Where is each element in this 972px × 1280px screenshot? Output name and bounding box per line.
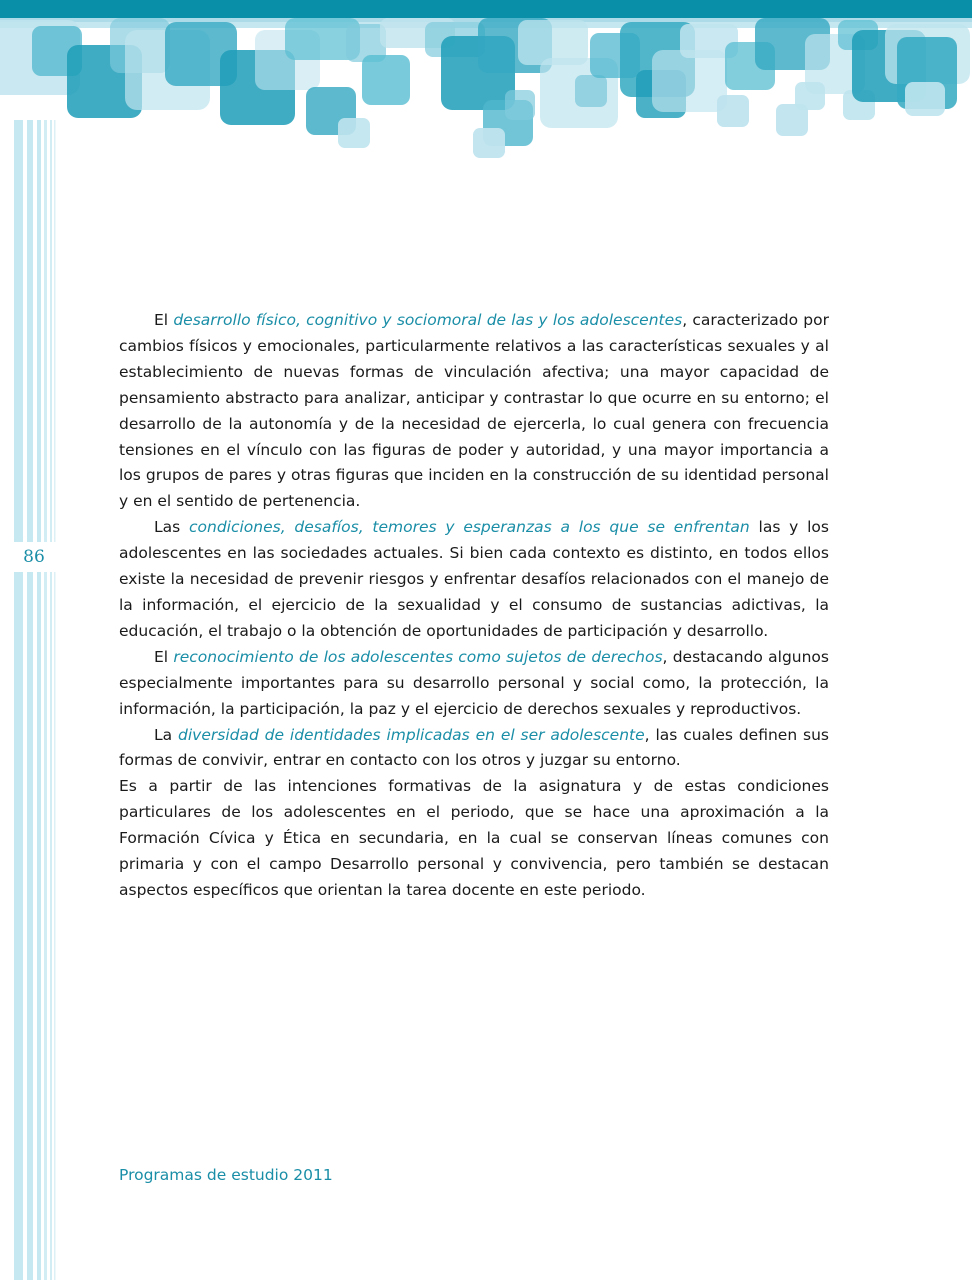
emphasis-text: desarrollo físico, cognitivo y sociomoral de las y los adolescentes bbox=[173, 311, 683, 329]
paragraph-lead: Las bbox=[154, 518, 189, 537]
paragraph-3 bbox=[119, 645, 829, 723]
page-number: 86 bbox=[0, 542, 68, 572]
paragraph-1 bbox=[119, 308, 829, 515]
paragraph-body: , caracterizado por cambios físicos y emocionales, particularmente relativos a las características sexuales y al establecimiento de nuevas formas de vinculación afectiva; una mayor capacidad de pensamiento abstracto para analizar, anticipar y contrastar lo que ocurre en su entorno; el desarrollo de la autonomía y de la necesidad de ejercerla, lo cual genera con frecuencia tensiones en el vínculo con las figuras de poder y autoridad, y una mayor importancia a los grupos de pares y otras figuras que inciden en la construcción de su identidad personal y en el sentido de pertenencia. bbox=[119, 311, 829, 511]
closing-paragraph: Es a partir de las intenciones formativas de la asignatura y de estas condiciones particulares de los adolescentes en el periodo, que se hace una aproximación a la Formación Cívica y Ética en secundaria, en la cual se conservan líneas comunes con primaria y con el campo Desarrollo personal y convivencia, pero también se destacan aspectos específicos que orientan la tarea docente en este periodo. bbox=[119, 777, 829, 899]
header-decorative-tiles bbox=[0, 18, 972, 168]
paragraph-lead: El bbox=[154, 311, 174, 329]
paragraph-body: , las cuales definen sus formas de convivir, entrar en contacto con los otros y juzgar su entorno. bbox=[119, 725, 830, 770]
footer-title: Programas de estudio 2011 bbox=[119, 1166, 333, 1184]
paragraph-4 bbox=[119, 723, 829, 775]
emphasis-text: condiciones, desafíos, temores y esperanzas a los que se enfrentan bbox=[189, 518, 750, 537]
emphasis-text: reconocimiento de los adolescentes como sujetos de derechos bbox=[173, 647, 663, 666]
paragraph-body: , destacando algunos especialmente importantes para su desarrollo personal y social como, la protección, la información, la participación, la paz y el ejercicio de derechos sexuales y reproductivos. bbox=[119, 647, 829, 718]
paragraph-2 bbox=[119, 515, 829, 645]
emphasis-text: diversidad de identidades implicadas en el ser adolescente bbox=[178, 725, 645, 744]
paragraph-lead: El bbox=[154, 647, 174, 666]
paragraph-body: las y los adolescentes en las sociedades actuales. Si bien cada contexto es distinto, en todos ellos existe la necesidad de prevenir riesgos y enfrentar desafíos relacionados con el manejo de la información, el ejercicio de la sexualidad y el consumo de sustancias adictivas, la educación, el trabajo o la obtención de oportunidades de participación y desarrollo. bbox=[119, 518, 829, 640]
tile-pattern bbox=[0, 18, 972, 158]
left-margin-stripes bbox=[0, 0, 60, 1280]
body-text bbox=[119, 308, 829, 904]
paragraph-lead: La bbox=[154, 725, 179, 744]
